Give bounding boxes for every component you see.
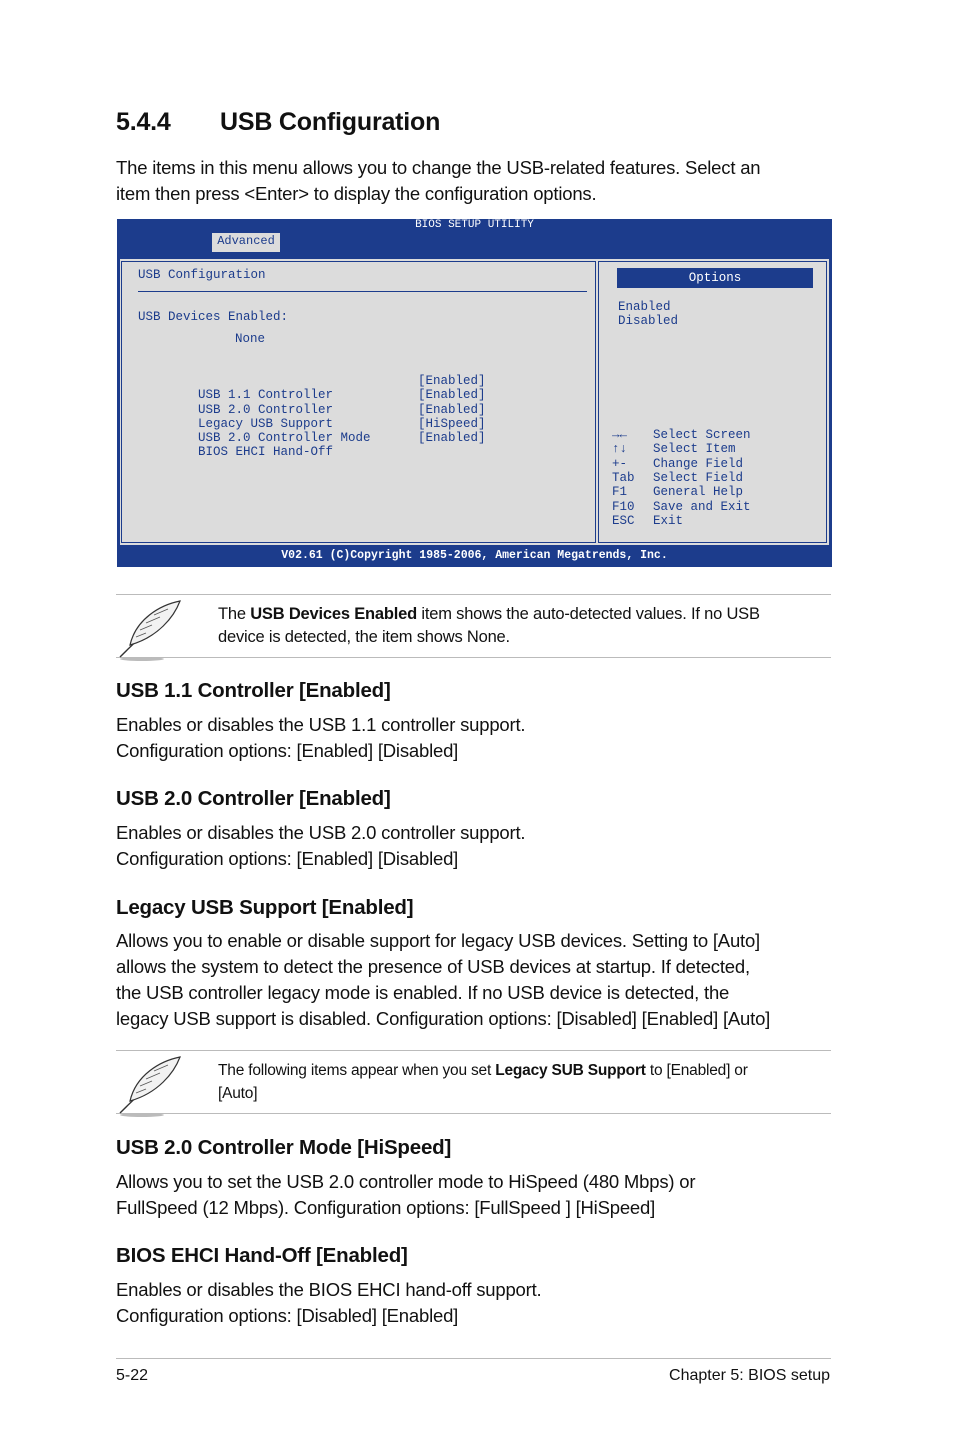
help-key: ↑↓ — [612, 442, 628, 457]
bios-divider — [138, 291, 587, 292]
bios-item-label: USB 2.0 Controller Mode — [198, 431, 371, 446]
paragraph-usb11 — [116, 712, 836, 764]
chapter-label: Chapter 5: BIOS setup — [669, 1367, 830, 1384]
help-key: +- — [612, 456, 628, 471]
footer-divider — [116, 1358, 831, 1359]
bios-item-ehci[interactable] — [138, 431, 333, 474]
paragraph-usb20 — [116, 820, 836, 872]
bios-item-label: USB 1.1 Controller — [198, 388, 334, 403]
options-header: Options — [617, 268, 813, 288]
heading-legacy-usb: Legacy USB Support [Enabled] — [116, 896, 414, 919]
note-text-bold: Legacy SUB Support — [495, 1062, 646, 1079]
note-box — [116, 594, 831, 658]
help-key: F1 — [612, 485, 628, 500]
help-desc: General Help — [653, 485, 744, 500]
text-line: Configuration options: [Disabled] [Enabled] — [116, 1305, 459, 1326]
note-text-post: item shows the auto-detected values. If no USB — [417, 605, 760, 623]
bios-title: BIOS SETUP UTILITY — [415, 219, 534, 231]
note-box — [116, 1050, 831, 1114]
bios-item-value[interactable]: [Enabled] — [418, 388, 486, 403]
heading-usb20: USB 2.0 Controller [Enabled] — [116, 787, 391, 810]
page-number: 5-22 — [116, 1367, 149, 1384]
text-line: Configuration options: [Enabled] [Disabled] — [116, 848, 459, 869]
usb-devices-value: None — [235, 332, 266, 346]
bios-item-value[interactable]: [Enabled] — [418, 431, 486, 446]
text-line: Allows you to set the USB 2.0 controller mode to HiSpeed (480 Mbps) or — [116, 1171, 696, 1192]
feather-note-icon — [116, 597, 186, 661]
text-line: Enables or disables the BIOS EHCI hand-off support. — [116, 1279, 542, 1300]
text-line: Enables or disables the USB 1.1 controller support. — [116, 714, 526, 735]
note-text — [218, 603, 828, 649]
note-text-line: device is detected, the item shows None. — [218, 628, 510, 646]
bios-main-panel — [121, 261, 596, 543]
paragraph-bios-ehci — [116, 1277, 836, 1329]
text-line: allows the system to detect the presence of USB devices at startup. If detected, — [116, 956, 750, 977]
bios-item-label: Legacy USB Support — [198, 416, 334, 431]
help-key: ESC — [612, 513, 635, 528]
bios-item-label: USB 2.0 Controller — [198, 402, 334, 417]
bios-item-label: BIOS EHCI Hand-Off — [198, 445, 334, 460]
note-text-line: [Auto] — [218, 1085, 258, 1102]
note-text-pre: The following items appear when you set — [218, 1062, 496, 1079]
help-key: Tab — [612, 470, 635, 485]
text-line: Enables or disables the USB 2.0 controller support. — [116, 822, 526, 843]
help-key: →← — [612, 428, 628, 442]
bios-body — [120, 259, 829, 545]
paragraph-legacy-usb — [116, 928, 836, 1032]
help-desc: Change Field — [653, 456, 744, 471]
heading-bios-ehci: BIOS EHCI Hand-Off [Enabled] — [116, 1244, 408, 1267]
intro-line: item then press <Enter> to display the configuration options. — [116, 183, 597, 204]
intro-paragraph — [116, 155, 836, 207]
option-disabled[interactable]: Disabled — [618, 314, 679, 329]
bios-help-panel — [598, 261, 827, 543]
paragraph-usb20-mode — [116, 1169, 836, 1221]
bios-screen — [117, 219, 832, 567]
text-line: Configuration options: [Enabled] [Disabled] — [116, 740, 459, 761]
usb-devices-label: USB Devices Enabled: — [138, 310, 289, 324]
intro-line: The items in this menu allows you to change the USB-related features. Select an — [116, 157, 761, 178]
heading-usb20-mode: USB 2.0 Controller Mode [HiSpeed] — [116, 1136, 452, 1159]
feather-note-icon — [116, 1053, 186, 1117]
tab-advanced[interactable]: Advanced — [212, 233, 280, 252]
option-enabled[interactable]: Enabled — [618, 300, 671, 314]
help-desc: Select Screen — [653, 428, 751, 442]
text-line: FullSpeed (12 Mbps). Configuration options: [FullSpeed ] [HiSpeed] — [116, 1197, 656, 1218]
bios-panel-title: USB Configuration — [138, 268, 266, 282]
bios-item-value[interactable]: [HiSpeed] — [418, 416, 486, 431]
text-line: legacy USB support is disabled. Configuration options: [Disabled] [Enabled] [Auto] — [116, 1008, 771, 1029]
help-desc: Select Item — [653, 442, 736, 457]
note-text-post: to [Enabled] or — [645, 1062, 748, 1079]
section-title: USB Configuration — [220, 108, 441, 136]
help-key: F10 — [612, 499, 635, 514]
section-heading — [116, 108, 440, 137]
bios-copyright: V02.61 (C)Copyright 1985-2006, American Megatrends, Inc. — [281, 549, 668, 562]
section-number: 5.4.4 — [116, 108, 171, 136]
note-text — [218, 1059, 828, 1105]
note-text-bold: USB Devices Enabled — [250, 605, 417, 623]
text-line: Allows you to enable or disable support for legacy USB devices. Setting to [Auto] — [116, 930, 761, 951]
bios-item-value[interactable]: [Enabled] — [418, 374, 486, 388]
help-desc: Exit — [653, 513, 684, 528]
help-desc: Save and Exit — [653, 499, 751, 514]
bios-item-value[interactable]: [Enabled] — [418, 402, 486, 417]
help-desc: Select Field — [653, 470, 744, 485]
note-text-pre: The — [218, 605, 251, 623]
heading-usb11: USB 1.1 Controller [Enabled] — [116, 679, 391, 702]
text-line: the USB controller legacy mode is enabled. If no USB device is detected, the — [116, 982, 730, 1003]
